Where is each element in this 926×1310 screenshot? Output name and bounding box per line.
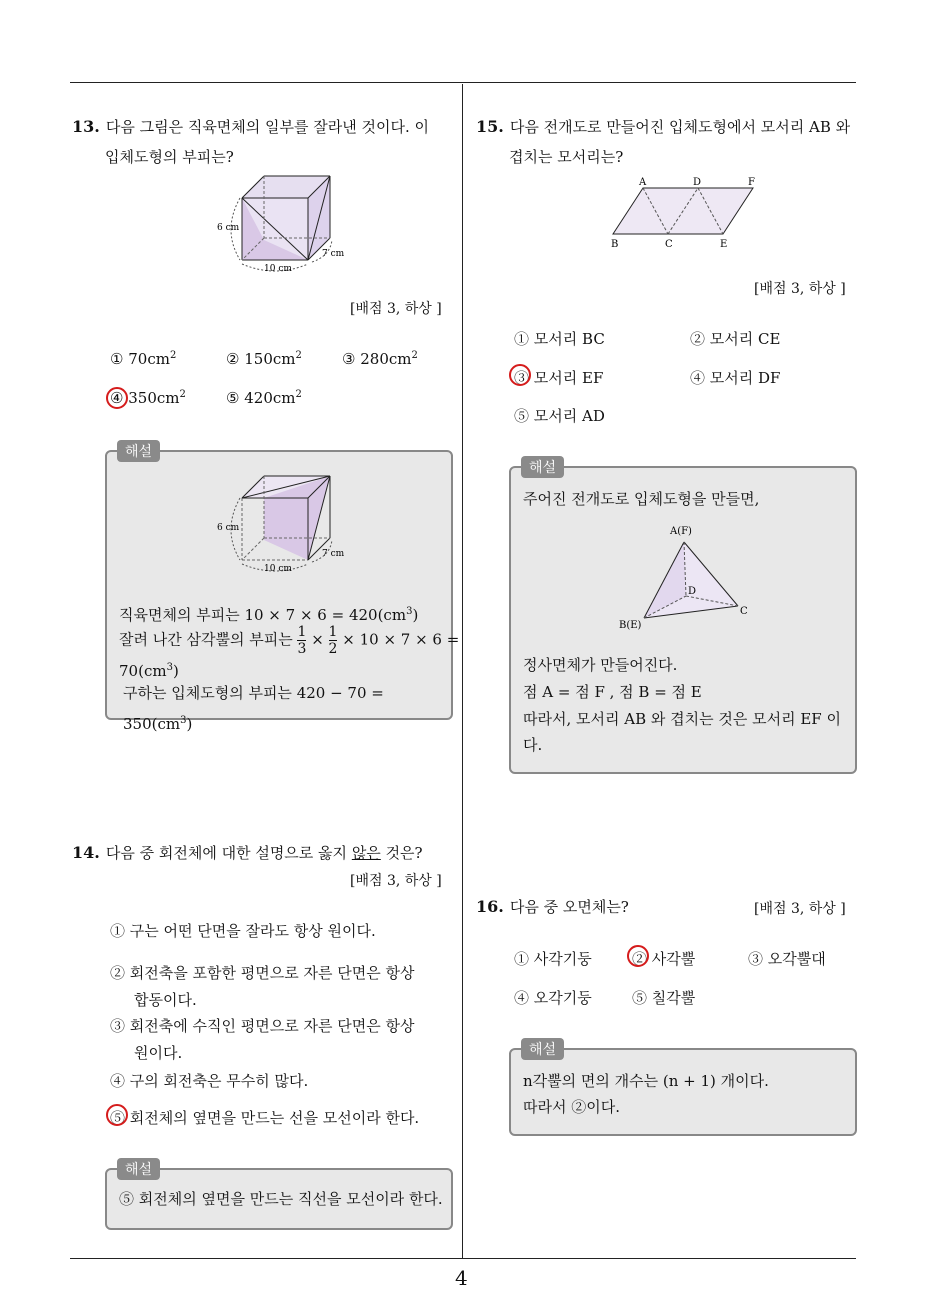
q16-choice-1-text: 사각기둥	[533, 950, 592, 968]
q16-choice-4-mark: ④	[514, 989, 530, 1007]
q14-number: 14.	[72, 843, 100, 862]
q15-choice-1[interactable]	[514, 328, 605, 349]
q15-choice-3-mark: ③	[514, 369, 530, 387]
q13-choice-3-text: 280cm	[360, 350, 412, 368]
q13-solution-tag: 해설	[117, 440, 160, 462]
q16-choice-5-mark: ⑤	[632, 989, 648, 1007]
net-label-D: D	[693, 177, 702, 188]
q13-frac1-den: 3	[297, 641, 307, 657]
q15-text	[476, 112, 866, 172]
q13-score: [배점 3, 하상 ]	[350, 301, 442, 317]
q14-choice-2-line2: 합동이다.	[134, 991, 197, 1009]
q13-sol-line4-sup: 3	[180, 715, 187, 726]
q15-sol-line1: 주어진 전개도로 입체도형을 만들면,	[523, 490, 760, 508]
bottom-rule	[70, 1258, 856, 1259]
q16-choice-5-text: 칠각뿔	[651, 989, 696, 1007]
q14-sol-line: ⑤ 회전체의 옆면을 만드는 직선을 모선이라 한다.	[119, 1190, 443, 1208]
q13-sol-line2	[119, 624, 459, 657]
q13-choice-2-mark: ②	[226, 350, 240, 368]
q16-choice-2-text: 사각뿔	[651, 950, 696, 968]
q13-sol-line4-text: 구하는 입체도형의 부피는 420 − 70 = 350(cm	[123, 684, 384, 733]
net-label-C: C	[665, 239, 673, 250]
q13-choice-5-text: 420cm	[244, 389, 296, 407]
q15-number: 15.	[476, 117, 504, 136]
q15-choice-4-mark: ④	[690, 369, 706, 387]
tet-label-top: A(F)	[670, 526, 692, 537]
q15-sol-line4: 따라서, 모서리 AB 와 겹치는 것은 모서리 EF 이	[523, 710, 841, 728]
q15-choice-1-mark: ①	[514, 330, 530, 348]
q13-sol-line1-end: )	[412, 606, 419, 624]
net-label-E: E	[720, 239, 728, 250]
q15-score: [배점 3, 하상 ]	[754, 281, 846, 297]
q16-solution-box	[509, 1042, 857, 1136]
column-divider	[462, 84, 463, 1258]
q16-text-line: 다음 중 오면체는?	[509, 898, 629, 916]
q14-choice-2[interactable]	[110, 960, 414, 1014]
q13-choice-5-sup: 2	[295, 389, 302, 400]
q13-fig-width-label: 10 cm	[264, 264, 292, 274]
q16-choice-3-text: 오각뿔대	[767, 950, 826, 968]
net-label-A: A	[639, 177, 647, 188]
q15-choice-1-text: 모서리 BC	[533, 330, 605, 348]
q13-number: 13.	[72, 117, 100, 136]
page-number: 4	[455, 1266, 468, 1290]
q14-score: [배점 3, 하상 ]	[350, 873, 442, 889]
q15-solution-tag: 해설	[521, 456, 564, 478]
q13-solution-figure	[212, 468, 362, 578]
q13-frac2-den: 2	[328, 641, 338, 657]
q13-sol-line2-tail: × 10 × 7 × 6 =	[342, 630, 460, 649]
q16-answer-circle	[627, 945, 649, 967]
q16-solution-tag: 해설	[521, 1038, 564, 1060]
q15-tetrahedron-figure	[616, 522, 756, 632]
q13-sol-line3-end: )	[172, 662, 179, 680]
tet-label-D: D	[688, 586, 697, 597]
tet-label-C: C	[740, 606, 748, 617]
q15-choice-5-text: 모서리 AD	[533, 407, 605, 425]
q16-choice-3[interactable]	[748, 948, 826, 969]
q16-choice-1[interactable]	[514, 948, 592, 969]
q13-choice-4-text: 350cm	[128, 389, 180, 407]
q16-choice-4-text: 오각기둥	[533, 989, 592, 1007]
q13-choice-1-text: 70cm	[128, 350, 170, 368]
q16-text	[476, 892, 629, 922]
q13-sol-line4	[123, 680, 451, 738]
q15-net-figure	[605, 174, 765, 254]
q14-choice-1[interactable]: ① 구는 어떤 단면을 잘라도 항상 원이다.	[110, 922, 376, 940]
net-label-B: B	[611, 239, 619, 250]
q13-text-line1: 다음 그림은 직육면체의 일부를 잘라낸 것이다. 이	[105, 118, 430, 136]
q13-text-line2: 입체도형의 부피는?	[105, 148, 234, 166]
q13-choice-4-mark: ④	[110, 389, 124, 407]
q13-sol-line4-end: )	[186, 715, 193, 733]
q15-sol-line5: 다.	[523, 736, 543, 754]
q15-choice-4-text: 모서리 DF	[709, 369, 781, 387]
q14-text	[72, 838, 452, 868]
q13-choice-2[interactable]	[226, 350, 302, 368]
q13-choice-5[interactable]	[226, 389, 302, 407]
q14-choice-3-line1: ③ 회전축에 수직인 평면으로 자른 단면은 항상	[110, 1017, 415, 1035]
tet-label-left: B(E)	[619, 620, 642, 631]
q14-choice-4[interactable]: ④ 구의 회전축은 무수히 많다.	[110, 1072, 309, 1090]
q13-fig-height-label: 6 cm	[217, 223, 240, 233]
q15-choice-5-mark: ⑤	[514, 407, 530, 425]
q13-choice-2-text: 150cm	[244, 350, 296, 368]
q15-choice-2-mark: ②	[690, 330, 706, 348]
q16-choice-5[interactable]	[632, 987, 695, 1008]
q13-choice-3-mark: ③	[342, 350, 356, 368]
q15-text-line2: 겹치는 모서리는?	[509, 148, 624, 166]
q14-choice-5[interactable]: ⑤ 회전체의 옆면을 만드는 선을 모선이라 한다.	[110, 1109, 420, 1127]
q14-solution-box	[105, 1162, 453, 1230]
q14-text-underlined: 않은	[351, 844, 381, 862]
q15-answer-circle	[509, 364, 531, 386]
q13-choice-4-sup: 2	[179, 389, 186, 400]
q15-choice-3-text: 모서리 EF	[533, 369, 604, 387]
q13-choice-1[interactable]	[110, 350, 176, 368]
q13-answer-circle	[106, 387, 128, 409]
top-rule	[70, 82, 856, 83]
q13-sol-fig-width-label: 10 cm	[264, 564, 292, 574]
q14-choice-3[interactable]	[110, 1013, 414, 1067]
q15-choice-2[interactable]	[690, 328, 780, 349]
q13-choice-1-mark: ①	[110, 350, 124, 368]
q13-choice-2-sup: 2	[295, 350, 302, 361]
q13-text	[72, 112, 452, 172]
q13-solution-box	[105, 444, 460, 733]
q13-fig-depth-label: 7 cm	[322, 249, 345, 259]
q15-solution-box	[509, 460, 857, 774]
q16-number: 16.	[476, 897, 504, 916]
q16-sol-line2: 따라서 ②이다.	[523, 1098, 620, 1116]
q14-text-b: 것은?	[380, 844, 423, 862]
q13-sol-line1-sup: 3	[406, 606, 413, 617]
q15-sol-line2: 정사면체가 만들어진다.	[523, 656, 678, 674]
q13-frac-1-3	[297, 624, 306, 657]
q14-text-a: 다음 중 회전체에 대한 설명으로 옳지	[105, 844, 352, 862]
q16-choice-1-mark: ①	[514, 950, 530, 968]
q13-cuboid-figure	[212, 168, 362, 278]
q13-choice-3[interactable]	[342, 350, 418, 368]
q13-sol-line3-text: 70(cm	[119, 662, 167, 680]
q13-sol-line2-text: 잘려 나간 삼각뿔의 부피는	[119, 630, 293, 649]
q15-sol-line3: 점 A = 점 F , 점 B = 점 E	[523, 683, 702, 701]
q13-choice-3-sup: 2	[411, 350, 418, 361]
q16-choice-4[interactable]	[514, 987, 592, 1008]
q14-solution-tag: 해설	[117, 1158, 160, 1180]
q14-answer-circle	[106, 1104, 128, 1126]
q15-choice-4[interactable]	[690, 367, 780, 388]
q13-sol-fig-height-label: 6 cm	[217, 523, 240, 533]
q13-frac-1-2	[329, 624, 338, 657]
q16-sol-line1: n각뿔의 면의 개수는 (n + 1) 개이다.	[523, 1072, 769, 1090]
q15-text-line1: 다음 전개도로 만들어진 입체도형에서 모서리 AB 와	[509, 118, 851, 136]
q13-frac1-num: 1	[297, 624, 307, 640]
q13-sol-line3-sup: 3	[166, 662, 173, 673]
q16-choice-2-mark: ②	[632, 950, 648, 968]
q14-choice-3-line2: 원이다.	[134, 1044, 183, 1062]
q13-choice-5-mark: ⑤	[226, 389, 240, 407]
q15-choice-2-text: 모서리 CE	[709, 330, 781, 348]
net-label-F: F	[748, 177, 755, 188]
q16-score: [배점 3, 하상 ]	[754, 901, 846, 917]
q15-choice-5[interactable]	[514, 405, 605, 426]
q13-times: ×	[311, 630, 324, 649]
q13-frac2-num: 1	[328, 624, 338, 640]
q14-choice-2-line1: ② 회전축을 포함한 평면으로 자른 단면은 항상	[110, 964, 415, 982]
q13-sol-line1-text: 직육면체의 부피는 10 × 7 × 6 = 420(cm	[119, 606, 407, 624]
q13-sol-fig-depth-label: 7 cm	[322, 549, 345, 559]
q16-choice-3-mark: ③	[748, 950, 764, 968]
q13-choice-1-sup: 2	[169, 350, 177, 361]
